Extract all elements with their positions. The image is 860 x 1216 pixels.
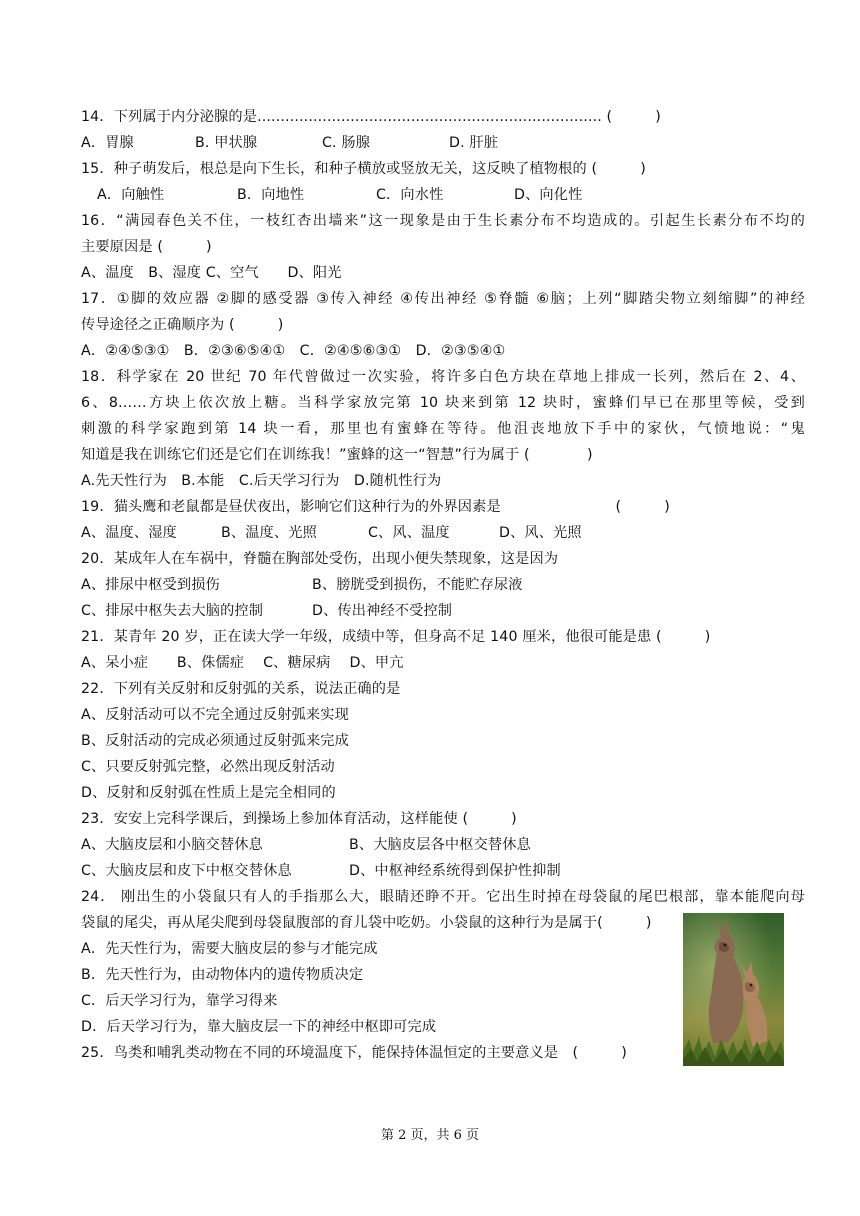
q17-stem-line1: 17．①脚的效应器 ②脚的感受器 ③传入神经 ④传出神经 ⑤脊髓 ⑥脑；上列“脚踏尖物立刻缩脚”的神经: [81, 291, 805, 307]
q15-stem: 15．种子萌发后，根总是向下生长，和种子横放或竖放无关，这反映了植物根的 ( ): [81, 161, 646, 177]
q21-stem: 21．某青年 20 岁，正在读大学一年级，成绩中等，但身高不足 140 厘米，他很可能是患 ( ): [81, 629, 711, 645]
q20-option-a: A、排尿中枢受到损伤: [81, 577, 220, 593]
q24-stem-line2: 袋鼠的尾尖，再从尾尖爬到母袋鼠腹部的育儿袋中吃奶。小袋鼠的这种行为是属于( ): [81, 915, 652, 931]
kangaroo-photo: [683, 913, 784, 1066]
q25-stem: 25．鸟类和哺乳类动物在不同的环境温度下，能保持体温恒定的主要意义是 ( ): [81, 1045, 627, 1061]
q24-option-c: C．后天学习行为，靠学习得来: [81, 993, 278, 1009]
q20-option-b: B、膀胱受到损伤，不能贮存尿液: [312, 577, 523, 593]
kangaroo-illustration: [683, 913, 784, 1066]
q15-option-a: A．向触性: [97, 187, 165, 203]
q22-stem: 22．下列有关反射和反射弧的关系，说法正确的是: [81, 681, 401, 697]
q24-option-a: A．先天性行为，需要大脑皮层的参与才能完成: [81, 941, 378, 957]
q15-option-d: D、向化性: [514, 187, 583, 203]
q19-option-c: C、风、温度: [368, 525, 450, 541]
q18-stem-line1: 18．科学家在 20 世纪 70 年代曾做过一次实验，将许多白色方块在草地上排成一长列，然后在 2、4、: [81, 369, 805, 385]
q23-option-c: C、大脑皮层和皮下中枢交替休息: [81, 863, 292, 879]
q19-stem: 19．猫头鹰和老鼠都是昼伏夜出，影响它们这种行为的外界因素是 ( ): [81, 499, 670, 515]
q16-options: A、温度 B、湿度 C、空气 D、阳光: [81, 265, 342, 281]
q19-option-a: A、温度、湿度: [81, 525, 177, 541]
q24-option-b: B．先天性行为，由动物体内的遗传物质决定: [81, 967, 364, 983]
q18-stem-line3: 刺激的科学家跑到第 14 块一看，那里也有蜜蜂在等待。他沮丧地放下手中的家伙，气愤地说：“鬼: [81, 421, 805, 437]
q18-options: A.先天性行为 B.本能 C.后天学习行为 D.随机性行为: [81, 473, 442, 489]
q22-option-a: A、反射活动可以不完全通过反射弧来实现: [81, 707, 349, 723]
q14-option-b: B. 甲状腺: [195, 135, 258, 151]
q14-option-a: A．胃腺: [81, 135, 134, 151]
q15-option-b: B．向地性: [237, 187, 305, 203]
q20-stem: 20．某成年人在车祸中，脊髓在胸部处受伤，出现小便失禁现象，这是因为: [81, 551, 559, 567]
q23-option-b: B、大脑皮层各中枢交替休息: [349, 837, 531, 853]
q15-option-c: C．向水性: [376, 187, 444, 203]
q14-option-c: C. 肠腺: [322, 135, 371, 151]
q14-stem: 14．下列属于内分泌腺的是.......................................................................... ( ): [81, 109, 661, 125]
q23-option-d: D、中枢神经系统得到保护性抑制: [349, 863, 561, 879]
q14-option-d: D. 肝脏: [449, 135, 499, 151]
q22-option-d: D、反射和反射弧在性质上是完全相同的: [81, 785, 336, 801]
q20-option-d: D、传出神经不受控制: [312, 603, 453, 619]
page-footer: 第 2 页，共 6 页: [380, 1128, 480, 1143]
q22-option-b: B、反射活动的完成必须通过反射弧来完成: [81, 733, 349, 749]
q24-option-d: D．后天学习行为，靠大脑皮层一下的神经中枢即可完成: [81, 1019, 437, 1035]
q16-stem-line2: 主要原因是 ( ): [81, 239, 212, 255]
q18-stem-line2: 6、8……方块上依次放上糖。当科学家放完第 10 块来到第 12 块时，蜜蜂们早已在那里等候，受到: [81, 395, 805, 411]
q21-options: A、呆小症 B、侏儒症 C、糖尿病 D、甲亢: [81, 655, 404, 671]
q17-stem-line2: 传导途径之正确顺序为 ( ): [81, 317, 284, 333]
q17-options: A．②④⑤③① B．②③⑥⑤④① C．②④⑤⑥③① D．②③⑤④①: [81, 343, 506, 359]
q23-option-a: A、大脑皮层和小脑交替休息: [81, 837, 263, 853]
q18-stem-line4: 知道是我在训练它们还是它们在训练我！”蜜蜂的这一“智慧”行为属于 ( ): [81, 447, 593, 463]
q23-stem: 23．安安上完科学课后，到操场上参加体育活动，这样能使 ( ): [81, 811, 517, 827]
q22-option-c: C、只要反射弧完整，必然出现反射活动: [81, 759, 335, 775]
q19-option-d: D、风、光照: [499, 525, 582, 541]
q16-stem-line1: 16．“满园春色关不住，一枝红杏出墙来”这一现象是由于生长素分布不均造成的。引起生长素分布不均的: [81, 213, 805, 229]
q20-option-c: C、排尿中枢失去大脑的控制: [81, 603, 264, 619]
q19-option-b: B、温度、光照: [221, 525, 317, 541]
q24-stem-line1: 24． 刚出生的小袋鼠只有人的手指那么大，眼睛还睁不开。它出生时掉在母袋鼠的尾巴根部，靠本能爬向母: [81, 889, 805, 905]
